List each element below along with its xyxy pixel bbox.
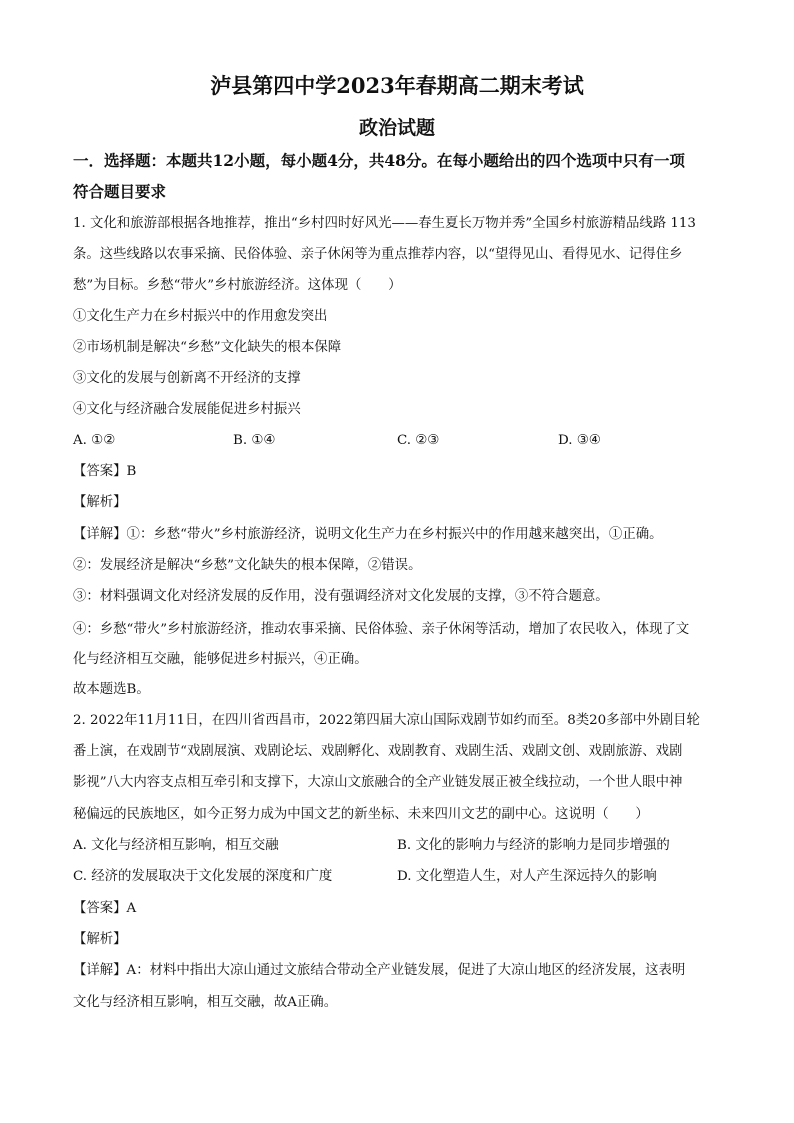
section-heading-line1: 一．选择题：本题共12小题，每小题4分，共48分。在每小题给出的四个选项中只有一项 xyxy=(73,151,685,170)
q1-item-1: ①文化生产力在乡村振兴中的作用愈发突出 xyxy=(73,309,328,324)
page-subtitle: 政治试题 xyxy=(358,117,435,139)
q2-stem-line3: 影视”八大内容支点相互牵引和支撑下，大凉山文旅融合的全产业链发展正被全线拉动，一个世人眼中神 xyxy=(73,775,683,790)
q1-item-4: ④文化与经济融合发展能促进乡村振兴 xyxy=(73,402,301,417)
q1-analysis-label: 【解析】 xyxy=(73,495,127,510)
q1-detail-line5: 化与经济相互交融，能够促进乡村振兴，④正确。 xyxy=(73,652,368,667)
q2-option-d: D. 文化塑造人生，对人产生深远持久的影响 xyxy=(397,869,657,884)
q1-stem-line1: 1. 文化和旅游部根据各地推荐，推出“乡村四时好风光——春生夏长万物并秀”全国乡村旅游精品线路 113 xyxy=(73,216,696,231)
q2-stem-line1: 2. 2022年11月11日，在四川省西昌市，2022第四届大凉山国际戏剧节如约而至。8类20多部中外剧目轮 xyxy=(73,713,700,728)
q2-stem-line4: 秘偏远的民族地区，如今正努力成为中国文艺的新坐标、未来四川文艺的副中心。这说明（ ） xyxy=(73,807,649,822)
q2-stem-line2: 番上演，在戏剧节“戏剧展演、戏剧论坛、戏剧孵化、戏剧教育、戏剧生活、戏剧文创、戏剧旅游、戏剧 xyxy=(73,744,683,759)
page-title: 泸县第四中学2023年春期高二期末考试 xyxy=(210,73,584,98)
q1-stem-line3: 愁”为目标。乡愁“带火”乡村旅游经济。这体现（ ） xyxy=(73,278,402,293)
q2-analysis-label: 【解析】 xyxy=(73,932,127,947)
q1-option-d: D. ③④ xyxy=(558,433,601,448)
q1-item-2: ②市场机制是解决“乡愁”文化缺失的根本保障 xyxy=(73,340,342,355)
q1-stem-line2: 条。这些线路以农事采摘、民俗体验、亲子休闲等为重点推荐内容，以“望得见山、看得见水、记得住乡 xyxy=(73,247,683,262)
q2-answer: 【答案】A xyxy=(73,901,137,916)
q1-item-3: ③文化的发展与创新离不开经济的支撑 xyxy=(73,371,301,386)
q1-detail-line3: ③：材料强调文化对经济发展的反作用，没有强调经济对文化发展的支撑，③不符合题意。 xyxy=(73,589,609,604)
q1-detail-line2: ②：发展经济是解决“乡愁”文化缺失的根本保障，②错误。 xyxy=(73,558,422,573)
q1-conclusion: 故本题选B。 xyxy=(73,682,150,697)
q2-detail-line1: 【详解】A：材料中指出大凉山通过文旅结合带动全产业链发展，促进了大凉山地区的经济发展，这表明 xyxy=(73,963,686,978)
section-heading-line2: 符合题目要求 xyxy=(73,182,167,201)
q1-option-c: C. ②③ xyxy=(397,433,440,448)
q1-option-a: A. ①② xyxy=(73,433,116,448)
q1-detail-line1: 【详解】①：乡愁“带火”乡村旅游经济，说明文化生产力在乡村振兴中的作用越来越突出，①正确。 xyxy=(73,527,663,542)
q2-option-a: A. 文化与经济相互影响，相互交融 xyxy=(73,838,279,853)
q1-detail-line4: ④：乡愁“带火”乡村旅游经济，推动农事采摘、民俗体验、亲子休闲等活动，增加了农民收入，体现了文 xyxy=(73,622,690,637)
q2-option-b: B. 文化的影响力与经济的影响力是同步增强的 xyxy=(397,838,670,853)
q2-detail-line2: 文化与经济相互影响，相互交融，故A正确。 xyxy=(73,995,338,1010)
q2-option-c: C. 经济的发展取决于文化发展的深度和广度 xyxy=(73,869,333,884)
q1-option-b: B. ①④ xyxy=(233,433,276,448)
q1-answer: 【答案】B xyxy=(73,464,137,479)
